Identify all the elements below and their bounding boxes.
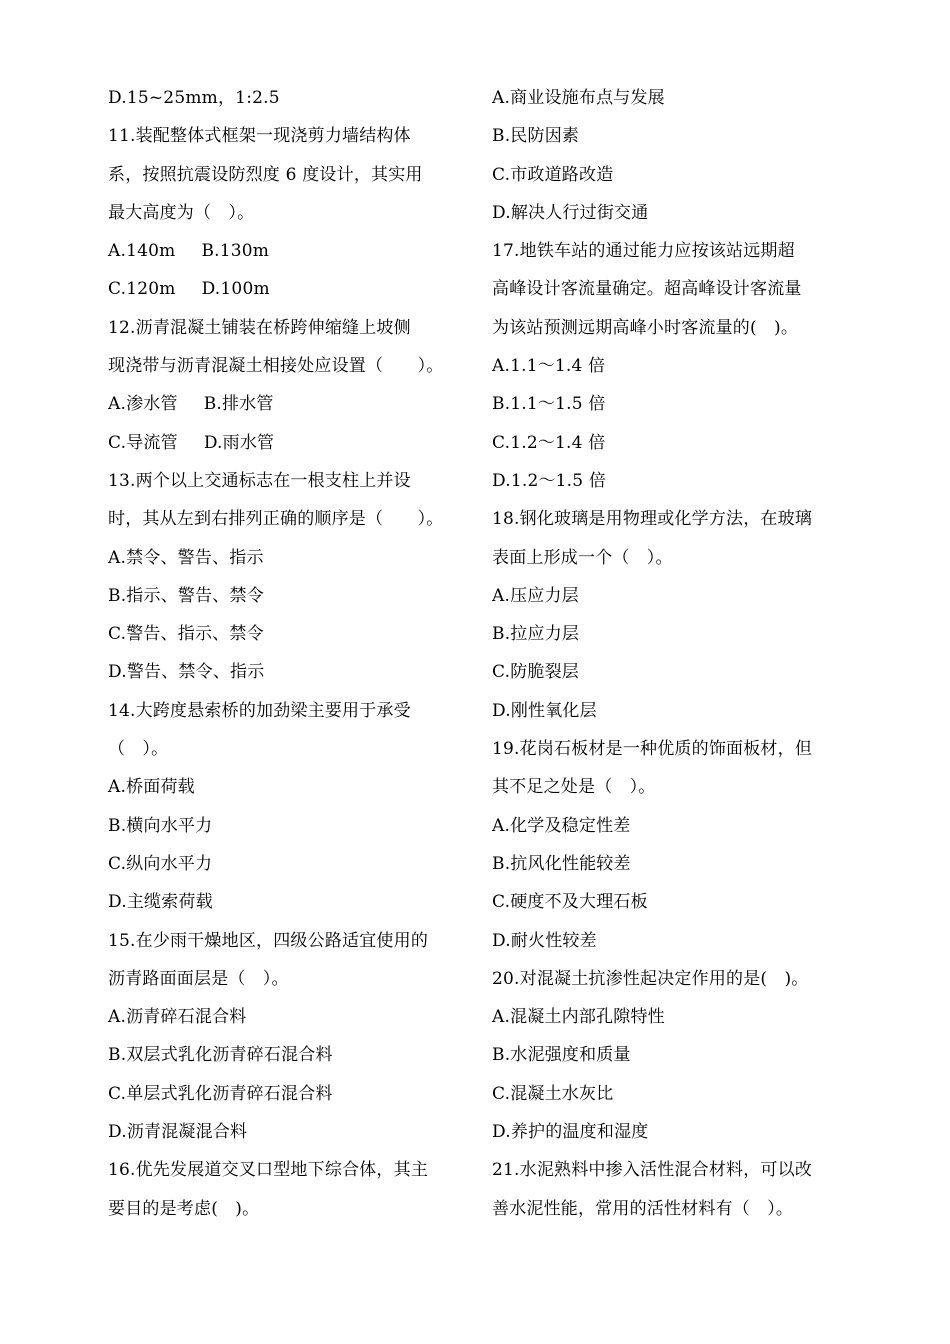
text-line: D.主缆索荷载 xyxy=(108,892,213,913)
text-line: 12.沥青混凝土铺装在桥跨伸缩缝上坡侧 xyxy=(108,317,411,338)
text-line: D.15~25mm，1:2.5 xyxy=(108,88,280,108)
right-column xyxy=(492,79,852,1228)
text-line: D.养护的温度和湿度 xyxy=(492,1122,649,1143)
text-line: C.1.2～1.4 倍 xyxy=(492,432,606,453)
text-line: C.警告、指示、禁令 xyxy=(108,624,264,645)
option-text: A.渗水管 xyxy=(108,394,178,415)
text-line: D.警告、禁令、指示 xyxy=(108,662,265,683)
text-line: 现浇带与沥青混凝土相接处应设置（ ）。 xyxy=(108,356,444,377)
text-line: 14.大跨度悬索桥的加劲梁主要用于承受 xyxy=(108,700,411,721)
text-line: A.化学及稳定性差 xyxy=(492,815,631,836)
text-line: 15.在少雨干燥地区，四级公路适宜使用的 xyxy=(108,930,429,951)
text-line: 系，按照抗震设防烈度 6 度设计，其实用 xyxy=(108,164,423,185)
text-line: 高峰设计客流量确定。超高峰设计客流量 xyxy=(492,279,802,300)
text-line: 17.地铁车站的通过能力应按该站远期超 xyxy=(492,241,795,262)
option-text: B.排水管 xyxy=(203,394,274,415)
text-line: D.沥青混凝混合料 xyxy=(108,1122,248,1143)
text-line: A.混凝土内部孔隙特性 xyxy=(492,1007,665,1028)
text-line: （ ）。 xyxy=(108,739,169,760)
text-line: C.硬度不及大理石板 xyxy=(492,892,648,913)
text-line: 20.对混凝土抗渗性起决定作用的是( )。 xyxy=(492,968,809,989)
text-line: C.市政道路改造 xyxy=(492,164,614,185)
text-line: 21.水泥熟料中掺入活性混合材料，可以改 xyxy=(492,1160,813,1181)
text-line: 为该站预测远期高峰小时客流量的( )。 xyxy=(492,317,799,338)
text-line: 最大高度为（ ）。 xyxy=(108,202,255,223)
text-line: 其不足之处是（ ）。 xyxy=(492,777,656,798)
text-line: 善水泥性能，常用的活性材料有（ ）。 xyxy=(492,1198,794,1219)
text-line: D.耐火性较差 xyxy=(492,930,597,951)
text-line: B.抗风化性能较差 xyxy=(492,853,631,874)
text-line: 沥青路面面层是（ ）。 xyxy=(108,968,289,989)
text-line: 11.装配整体式框架一现浇剪力墙结构体 xyxy=(108,126,411,147)
text-line: C.单层式乳化沥青碎石混合料 xyxy=(108,1083,333,1104)
text-line xyxy=(108,385,468,423)
text-line: A.商业设施布点与发展 xyxy=(492,88,665,108)
text-line: B.拉应力层 xyxy=(492,624,580,645)
text-line: 13.两个以上交通标志在一根支柱上并设 xyxy=(108,470,411,491)
text-line: B.横向水平力 xyxy=(108,815,213,836)
text-line: C.防脆裂层 xyxy=(492,662,580,683)
text-line: C.纵向水平力 xyxy=(108,853,213,874)
text-line: C.混凝土水灰比 xyxy=(492,1083,614,1104)
text-line: 19.花岗石板材是一种优质的饰面板材，但 xyxy=(492,739,813,760)
option-text: C.120m xyxy=(108,279,176,300)
option-text: C.导流管 xyxy=(108,432,178,453)
text-line xyxy=(108,270,468,308)
option-text: D.雨水管 xyxy=(203,432,275,453)
text-line: 要目的是考虑( )。 xyxy=(108,1198,260,1219)
text-line: B.1.1～1.5 倍 xyxy=(492,394,606,415)
text-line: B.民防因素 xyxy=(492,126,580,147)
option-text: A.140m xyxy=(108,241,176,262)
text-line: B.水泥强度和质量 xyxy=(492,1045,631,1066)
text-line xyxy=(108,232,468,270)
option-text: B.130m xyxy=(201,241,270,262)
text-line: 表面上形成一个（ ）。 xyxy=(492,547,673,568)
option-text: D.100m xyxy=(201,279,270,300)
text-line: A.压应力层 xyxy=(492,585,579,606)
text-line: A.禁令、警告、指示 xyxy=(108,547,264,568)
text-line: D.解决人行过街交通 xyxy=(492,202,649,223)
text-line: 16.优先发展道交叉口型地下综合体，其主 xyxy=(108,1160,429,1181)
left-column xyxy=(108,79,468,1228)
text-line: A.桥面荷载 xyxy=(108,777,195,798)
text-line: D.刚性氧化层 xyxy=(492,700,597,721)
text-line: A.1.1～1.4 倍 xyxy=(492,356,606,377)
text-line: 18.钢化玻璃是用物理或化学方法，在玻璃 xyxy=(492,509,813,530)
text-line: D.1.2～1.5 倍 xyxy=(492,470,607,491)
text-line: B.指示、警告、禁令 xyxy=(108,585,264,606)
text-line: 时，其从左到右排列正确的顺序是（ ）。 xyxy=(108,509,444,530)
text-line: B.双层式乳化沥青碎石混合料 xyxy=(108,1045,333,1066)
text-line: A.沥青碎石混合料 xyxy=(108,1007,247,1028)
text-line xyxy=(108,424,468,462)
